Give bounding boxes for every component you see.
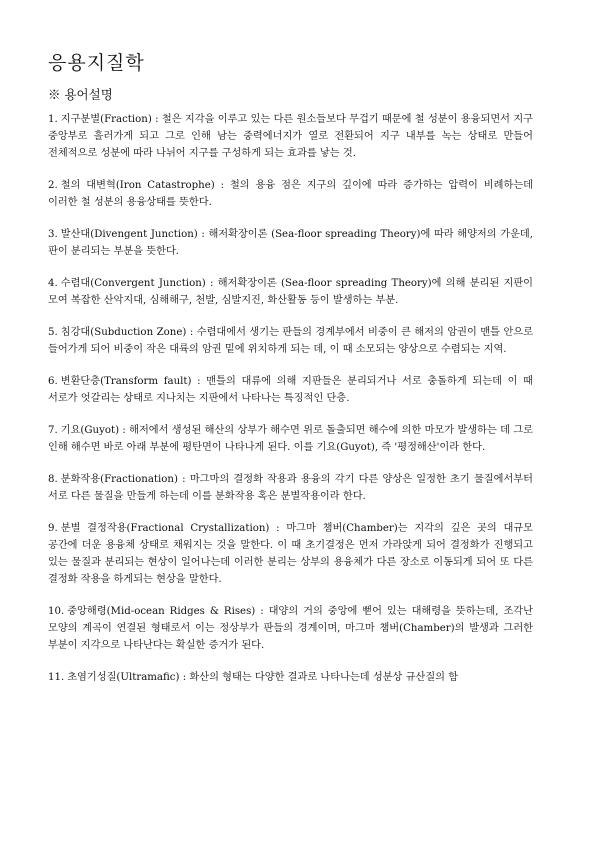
entry-number: 8. — [48, 474, 58, 485]
glossary-entry — [48, 275, 533, 309]
entry-number: 1. — [48, 114, 58, 125]
glossary-entry — [48, 373, 533, 407]
glossary-entry — [48, 177, 533, 211]
entry-number: 10. — [48, 606, 65, 617]
entry-text: 지구분별(Fraction) : 철은 지각을 이루고 있는 다른 원소들보다 무겁기 때문에 철 성분이 용융되면서 지구 중앙부로 흘러가게 되고 그로 인해 남는 중력에너지가 열로 전환되어 지구 내부를 녹는 상태로 만들어 전체적으로 성분에 따라 나뉘어 지구를 구성하게 되는 효과를 낳는 것. — [48, 114, 533, 159]
page-title: 응용지질학 — [48, 52, 145, 74]
glossary-entry — [48, 111, 533, 162]
glossary-list — [48, 111, 533, 686]
entry-number: 7. — [48, 425, 58, 436]
entry-number: 6. — [48, 376, 58, 387]
glossary-entry — [48, 603, 533, 654]
entry-text: 중앙해령(Mid-ocean Ridges & Rises) : 대양의 거의 중앙에 뻗어 있는 대해령을 뜻하는데, 조각난 모양의 계곡이 연결된 형태로서 이는 정상부가 판들의 경계이며, 마그마 챔버(Chamber)의 발생과 그러한 부분이 지각으로 나타난다는 확실한 증거가 된다. — [48, 606, 533, 651]
entry-text: 수렴대(Convergent Junction) : 해저확장이론 (Sea-floor spreading Theory)에 의해 분리된 지판이 모여 복잡한 산악지대, 심해해구, 천발, 심발지진, 화산활동 등이 발생하는 부분. — [48, 278, 533, 306]
glossary-entry — [48, 520, 533, 588]
entry-text: 초염기성질(Ultramafic) : 화산의 형태는 다양한 결과로 나타나는데 성분상 규산질의 함 — [67, 672, 459, 683]
section-subtitle: ※ 용어설명 — [48, 87, 113, 102]
entry-text: 침강대(Subduction Zone) : 수렴대에서 생기는 판들의 경계부에서 비중이 큰 해저의 암권이 맨틀 안으로 들어가게 되어 비중이 작은 대륙의 암권 밑에 위치하게 되는 데, 이 때 소모되는 양상으로 수렴되는 지역. — [48, 327, 533, 355]
entry-number: 3. — [48, 229, 58, 240]
entry-number: 4. — [48, 278, 58, 289]
entry-number: 11. — [48, 672, 65, 683]
entry-text: 기요(Guyot) : 해저에서 생성된 해산의 상부가 해수면 위로 돌출되면 해수에 의한 마모가 발생하는 데 그로 인해 해수면 바로 아래 부분에 평탄면이 나타나게 된다. 이를 기요(Guyot), 즉 '평정해산'이라 한다. — [48, 425, 533, 453]
glossary-entry — [48, 471, 533, 505]
entry-text: 철의 대변혁(Iron Catastrophe) : 철의 용융 점은 지구의 깊이에 따라 증가하는 압력이 비례하는데 이러한 철 성분의 용융상태를 뜻한다. — [48, 180, 533, 208]
glossary-entry — [48, 669, 533, 686]
entry-number: 2. — [48, 180, 58, 191]
glossary-entry — [48, 226, 533, 260]
glossary-entry — [48, 324, 533, 358]
glossary-entry — [48, 422, 533, 456]
entry-text: 변환단층(Transform fault) : 맨틀의 대류에 의해 지판들은 분리되거나 서로 충돌하게 되는데 이 때 서로가 엇갈리는 상태로 지나치는 지판에서 나타나는 특징적인 단층. — [48, 376, 533, 404]
entry-number: 5. — [48, 327, 58, 338]
entry-text: 발산대(Divengent Junction) : 해저확장이론 (Sea-floor spreading Theory)에 따라 해양저의 가운데, 판이 분리되는 부분을 뜻한다. — [48, 229, 533, 257]
entry-text: 분별 결정작용(Fractional Crystallization) : 마그마 챔버(Chamber)는 지각의 깊은 곳의 대규모 공간에 더운 용융체 상태로 채워지는 것을 말한다. 이 때 초기결정은 먼저 가라앉게 되어 결정화가 진행되고 있는 물질과 분리되는 현상이 일어나는데 이러한 분리는 상부의 용융체가 다른 장소로 이동되게 되어 또 다른 결정화 작용을 하게되는 현상을 말한다. — [48, 523, 533, 585]
entry-number: 9. — [48, 523, 58, 534]
entry-text: 분화작용(Fractionation) : 마그마의 결정화 작용과 용융의 각기 다른 양상은 일정한 초기 물질에서부터 서로 다른 물질을 만들게 하는데 이를 분화작용 혹은 분별작용이라 한다. — [48, 474, 533, 502]
